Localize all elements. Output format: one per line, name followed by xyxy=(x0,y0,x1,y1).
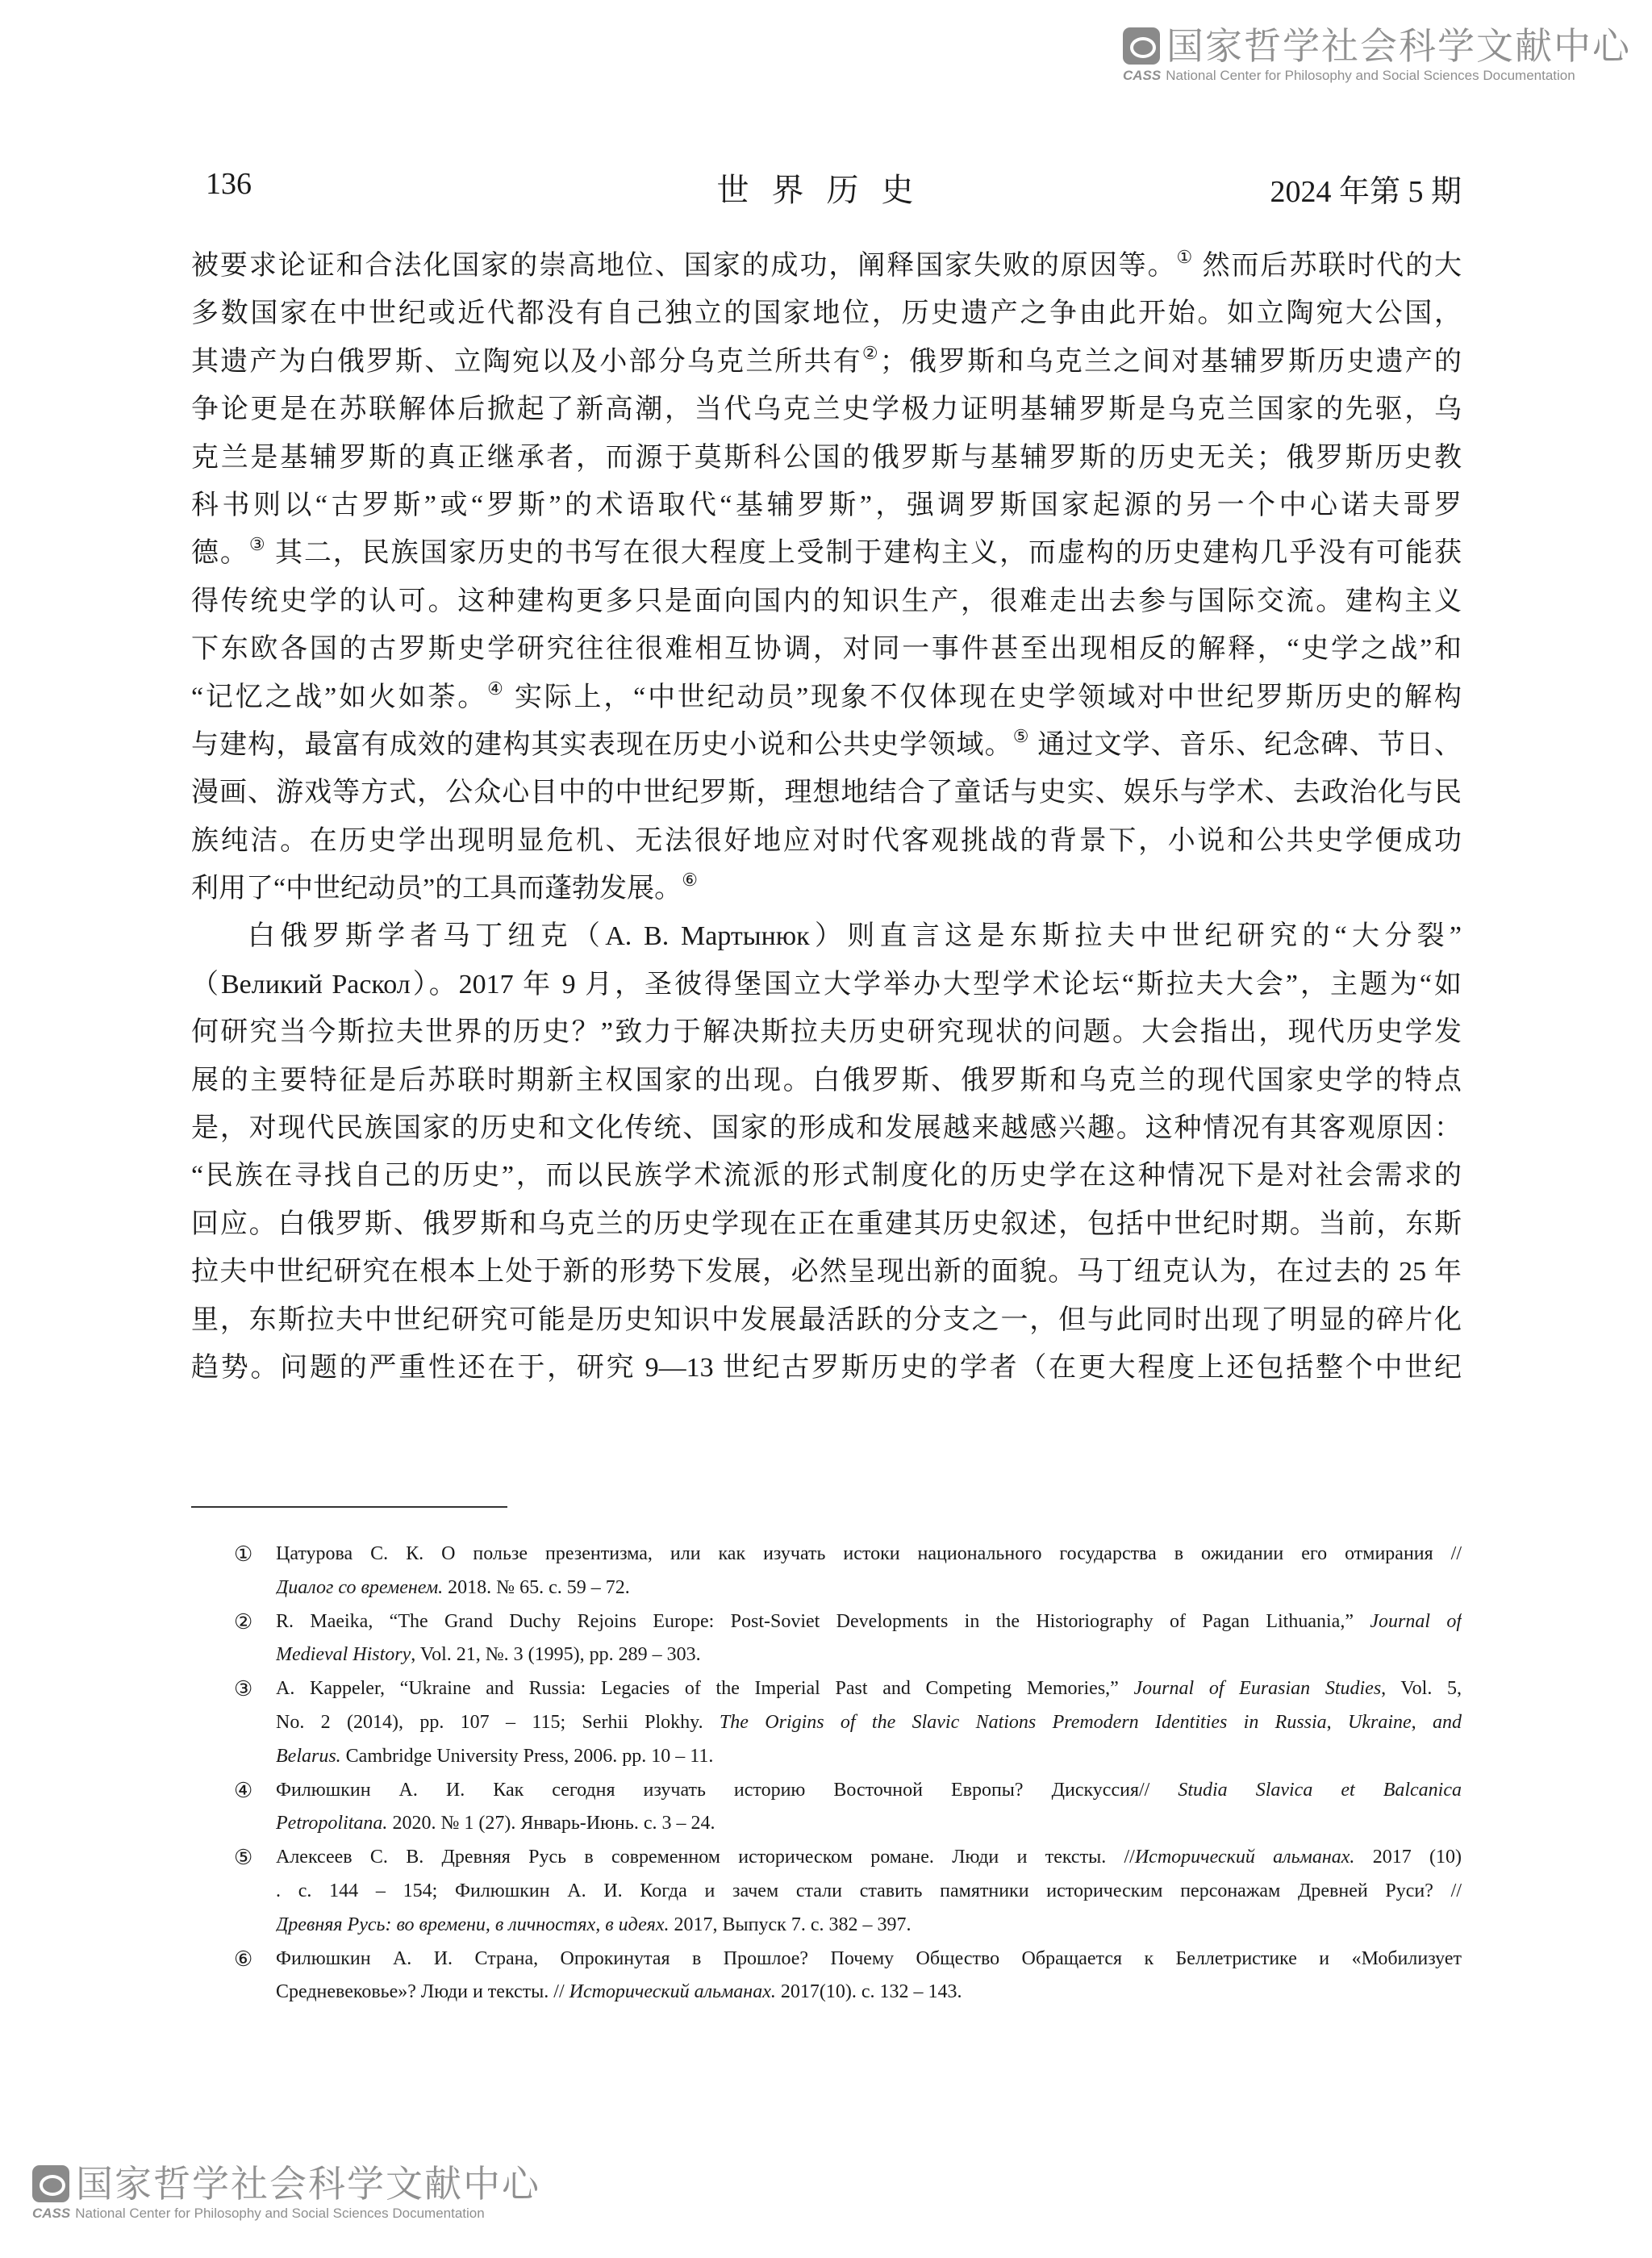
text-segment: Belarus. xyxy=(276,1745,341,1767)
footnote-marker[interactable]: ③ xyxy=(248,534,267,555)
watermark-logo-bottom xyxy=(32,2164,540,2222)
footnote xyxy=(234,1538,1462,1605)
text-segment: Исторический альманах. xyxy=(569,1981,776,2003)
text-segment: 利用了“中世纪动员”的工具而蓬勃发展。 xyxy=(191,874,682,904)
text-segment: No. 2 (2014), pp. 107 – 115; Serhii Plokhy. xyxy=(276,1711,720,1733)
text-line xyxy=(191,721,1462,769)
text-segment: 2018. № 65. с. 59 – 72. xyxy=(443,1576,630,1598)
text-line xyxy=(276,1571,1462,1605)
issue-label: 2024 年第 5 期 xyxy=(1270,175,1462,209)
text-segment: 2017 (10) xyxy=(1354,1847,1462,1868)
watermark-en: National Center for Philosophy and Social Sciences Documentation xyxy=(1166,68,1575,83)
text-segment: Petropolitana. xyxy=(276,1813,388,1834)
text-line: 展的主要特征是后苏联时期新主权国家的出现。白俄罗斯、俄罗斯和乌克兰的现代国家史学的特点 xyxy=(191,1065,1462,1096)
text-segment: . с. 144 – 154; Филюшкин А. И. Когда и зачем стали ставить памятники историческим персонажам Древней Руси? // xyxy=(276,1880,1462,1901)
cass-logo-icon xyxy=(32,2165,69,2202)
footnote xyxy=(234,1774,1462,1842)
text-segment: Диалог со временем. xyxy=(276,1576,444,1598)
text-line: 多数国家在中世纪或近代都没有自己独立的国家地位，历史遗产之争由此开始。如立陶宛大公国， xyxy=(191,298,1462,329)
paragraph xyxy=(191,242,1462,912)
footnote-marker[interactable]: ① xyxy=(1176,247,1195,267)
footnotes xyxy=(234,1538,1462,2010)
text-segment: Medieval History xyxy=(276,1644,411,1666)
text-line: 趋势。问题的严重性还在于，研究 9—13 世纪古罗斯历史的学者（在更大程度上还包括整个中世纪 xyxy=(191,1352,1462,1383)
text-segment: 2017, Выпуск 7. с. 382 – 397. xyxy=(669,1914,912,1935)
footnote-marker[interactable]: ② xyxy=(861,342,880,363)
text-line: 族纯洁。在历史学出现明显危机、无法很好地应对时代客观挑战的背景下，小说和公共史学便成功 xyxy=(191,825,1462,856)
text-line xyxy=(191,865,1462,912)
text-line xyxy=(191,674,1462,721)
text-line xyxy=(276,1875,1462,1909)
text-line xyxy=(276,1538,1462,1571)
text-segment: 被要求论证和合法化国家的崇高地位、国家的成功，阐释国家失败的原因等。 xyxy=(191,251,1177,281)
text-line xyxy=(276,1638,1462,1672)
footnote-number: ⑤ xyxy=(234,1846,253,1870)
text-segment: Journal of Eurasian Studies xyxy=(1133,1678,1382,1700)
text-line: “民族在寻找自己的历史”，而以民族学术流派的形式制度化的历史学在这种情况下是对社会需求的 xyxy=(191,1161,1462,1192)
footnote xyxy=(234,1672,1462,1773)
text-line xyxy=(191,242,1462,290)
text-line: 科书则以“古罗斯”或“罗斯”的术语取代“基辅罗斯”，强调罗斯国家起源的另一个中心诺夫哥罗 xyxy=(191,490,1462,520)
text-segment: 2017(10). с. 132 – 143. xyxy=(775,1981,962,2003)
text-segment: Journal of xyxy=(1370,1610,1462,1632)
text-segment: , xyxy=(1411,1711,1433,1733)
text-line xyxy=(276,1672,1462,1706)
watermark-logo-top xyxy=(1123,26,1631,84)
text-segment: The Origins of the Slavic Nations Premodern Identities in Russia xyxy=(719,1711,1327,1733)
journal-title: 世界历史 xyxy=(716,172,937,208)
text-segment: Древняя Русь: во времени, в личностях, в идеях. xyxy=(276,1914,670,1935)
watermark-abbr: CASS xyxy=(32,2206,71,2221)
text-line xyxy=(276,1909,1462,1943)
text-line xyxy=(276,1605,1462,1639)
text-line: 回应。白俄罗斯、俄罗斯和乌克兰的历史学现在正在重建其历史叙述，包括中世纪时期。当前，东斯 xyxy=(191,1208,1462,1239)
text-segment: Филюшкин А. И. Страна, Опрокинутая в Прошлое? Почему Общество Обращается к Беллетристике и «Мобилизует xyxy=(276,1947,1462,1969)
text-segment: Алексеев С. В. Древняя Русь в современном историческом романе. Люди и тексты. // xyxy=(276,1847,1135,1868)
text-line xyxy=(276,1807,1462,1841)
text-segment: Studia Slavica et Balcanica xyxy=(1178,1779,1462,1801)
text-segment: 德。 xyxy=(191,538,249,569)
footnote-number: ② xyxy=(234,1609,253,1634)
text-segment: Cambridge University Press, 2006. pp. 10 – 11. xyxy=(340,1745,714,1767)
text-segment: 其遗产为白俄罗斯、立陶宛以及小部分乌克兰所共有 xyxy=(191,346,862,377)
text-line: 拉夫中世纪研究在根本上处于新的形势下发展，必然呈现出新的面貌。马丁纽克认为，在过去的 25 年 xyxy=(191,1257,1462,1288)
footnote-separator xyxy=(191,1506,507,1508)
text-segment: 通过文学、音乐、纪念碑、节日、 xyxy=(1029,729,1462,760)
page-number: 136 xyxy=(206,167,252,201)
footnote-number: ① xyxy=(234,1542,253,1566)
text-segment: Цатурова С. К. О пользе презентизма, или как изучать истоки национального государства в ожидании его отмирания // xyxy=(276,1543,1462,1564)
paragraph xyxy=(191,912,1462,1392)
footnote xyxy=(234,1943,1462,2010)
text-line xyxy=(276,1943,1462,1976)
text-segment: ；俄罗斯和乌克兰之间对基辅罗斯历史遗产的 xyxy=(879,346,1462,377)
footnote-marker[interactable]: ⑥ xyxy=(682,870,698,891)
text-segment: Средневековье»? Люди и тексты. // xyxy=(276,1981,569,2003)
text-line xyxy=(276,1740,1462,1774)
footnote-marker[interactable]: ⑤ xyxy=(1012,725,1030,746)
text-line xyxy=(276,1774,1462,1808)
body-text xyxy=(191,242,1462,1392)
text-segment: Исторический альманах. xyxy=(1134,1847,1355,1868)
text-segment: 与建构，最富有成效的建构其实表现在历史小说和公共史学领域。 xyxy=(191,729,1013,760)
text-line xyxy=(191,338,1462,386)
text-line: 何研究当今斯拉夫世界的历史？”致力于解决斯拉夫历史研究现状的问题。大会指出，现代历史学发 xyxy=(191,1017,1462,1048)
text-line xyxy=(276,1976,1462,2010)
running-header xyxy=(191,161,1462,207)
text-line xyxy=(276,1706,1462,1740)
footnote-marker[interactable]: ④ xyxy=(487,678,506,699)
text-line xyxy=(191,529,1462,577)
footnote-number: ③ xyxy=(234,1677,253,1701)
text-line: （Великий Раскол）。2017 年 9 月，圣彼得堡国立大学举办大型学术论坛“斯拉夫大会”，主题为“如 xyxy=(191,969,1462,1000)
text-line: 是，对现代民族国家的历史和文化传统、国家的形成和发展越来越感兴趣。这种情况有其客观原因： xyxy=(191,1113,1462,1144)
text-segment: 2020. № 1 (27). Январь-Июнь. с. 3 – 24. xyxy=(387,1813,715,1834)
watermark-cn: 国家哲学社会科学文献中心 xyxy=(76,2162,540,2206)
text-line: 争论更是在苏联解体后掀起了新高潮，当代乌克兰史学极力证明基辅罗斯是乌克兰国家的先驱，乌 xyxy=(191,394,1462,425)
watermark-abbr: CASS xyxy=(1123,68,1162,83)
text-segment: 实际上，“中世纪动员”现象不仅体现在史学领域对中世纪罗斯历史的解构 xyxy=(505,682,1462,712)
text-segment: 然而后苏联时代的大 xyxy=(1194,251,1462,281)
text-line: 下东欧各国的古罗斯史学研究往往很难相互协调，对同一事件甚至出现相反的解释，“史学之战”和 xyxy=(191,634,1462,665)
text-segment: , Vol. 21, №. 3 (1995), pp. 289 – 303. xyxy=(411,1644,701,1666)
text-line: 克兰是基辅罗斯的真正继承者，而源于莫斯科公国的俄罗斯与基辅罗斯的历史无关；俄罗斯历史教 xyxy=(191,442,1462,473)
text-segment: R. Maeika, “The Grand Duchy Rejoins Europe: Post-Soviet Developments in the Historiography of Pagan Lithuania,” xyxy=(276,1610,1370,1632)
watermark-cn: 国家哲学社会科学文献中心 xyxy=(1166,24,1631,68)
text-line: 漫画、游戏等方式，公众心目中的中世纪罗斯，理想地结合了童话与史实、娱乐与学术、去政治化与民 xyxy=(191,778,1462,808)
text-segment: “记忆之战”如火如荼。 xyxy=(191,682,488,712)
text-segment: 其二，民族国家历史的书写在很大程度上受制于建构主义，而虚构的历史建构几乎没有可能获 xyxy=(266,538,1462,569)
footnote xyxy=(234,1841,1462,1942)
watermark-en: National Center for Philosophy and Social Sciences Documentation xyxy=(75,2206,485,2221)
text-line xyxy=(276,1841,1462,1875)
footnote-number: ④ xyxy=(234,1778,253,1802)
text-line: 里，东斯拉夫中世纪研究可能是历史知识中发展最活跃的分支之一，但与此同时出现了明显的碎片化 xyxy=(191,1304,1462,1335)
footnote xyxy=(234,1605,1462,1673)
text-segment: A. Kappeler, “Ukraine and Russia: Legacies of the Imperial Past and Competing Memories,” xyxy=(276,1678,1134,1700)
text-segment: , Vol. 5, xyxy=(1381,1678,1462,1700)
text-segment: Филюшкин А. И. Как сегодня изучать историю Восточной Европы? Дискуссия// xyxy=(276,1779,1179,1801)
text-line: 白俄罗斯学者马丁纽克（A. B. Мартынюк）则直言这是东斯拉夫中世纪研究的“大分裂” xyxy=(248,921,1462,952)
text-segment: , xyxy=(1326,1711,1349,1733)
footnote-number: ⑥ xyxy=(234,1947,253,1971)
text-segment: and xyxy=(1433,1711,1462,1733)
cass-logo-icon xyxy=(1123,27,1160,65)
text-line: 得传统史学的认可。这种建构更多只是面向国内的知识生产，很难走出去参与国际交流。建构主义 xyxy=(191,586,1462,616)
text-segment: Ukraine xyxy=(1348,1711,1412,1733)
